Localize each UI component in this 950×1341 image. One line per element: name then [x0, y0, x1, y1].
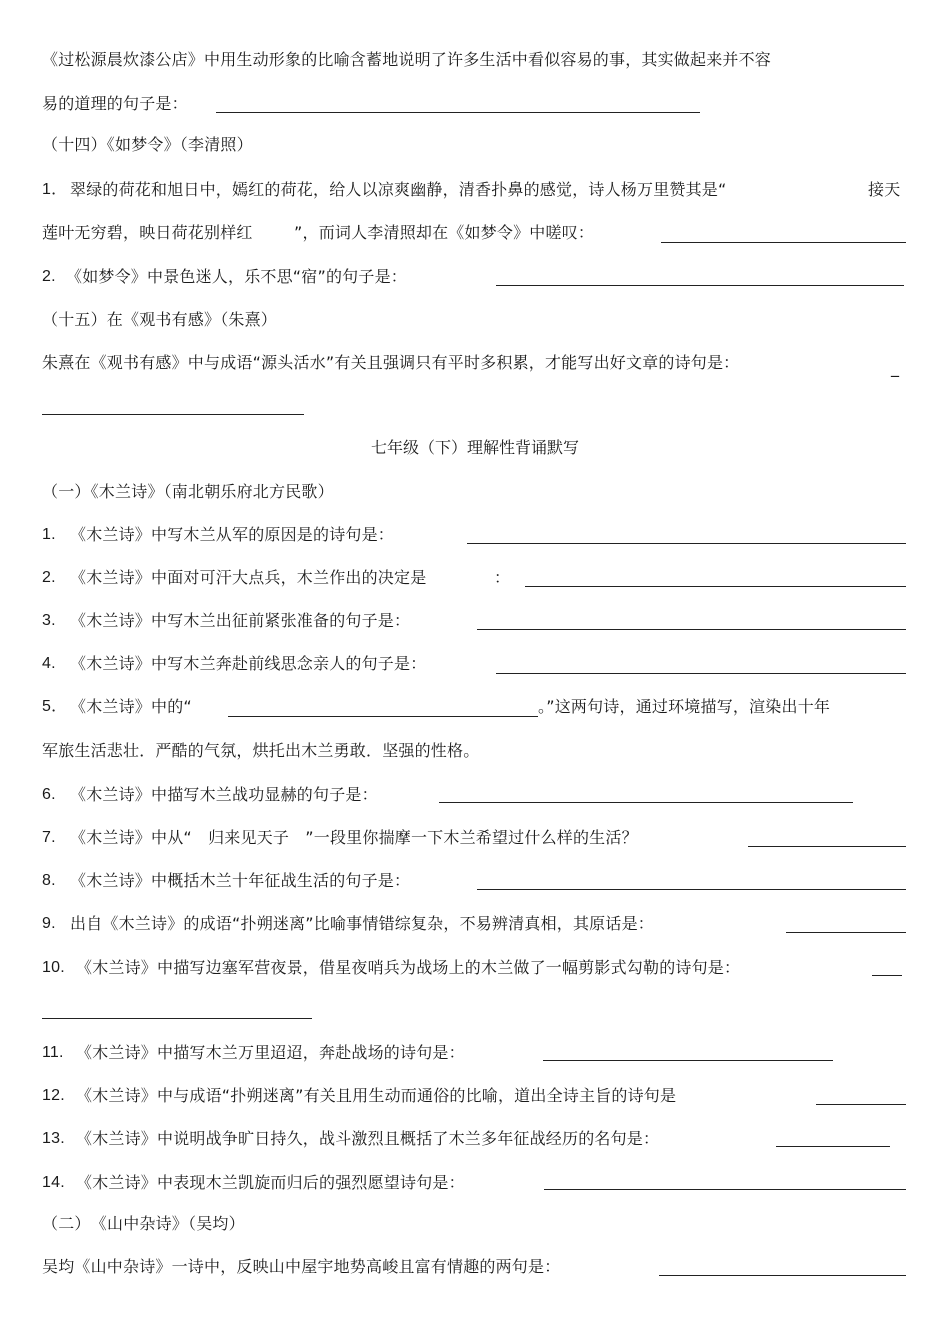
- question-text: 《木兰诗》中写木兰出征前紧张准备的句子是：: [70, 611, 411, 630]
- answer-blank-14-1[interactable]: [661, 242, 906, 243]
- question-text: 《木兰诗》中表现木兰凯旋而归后的强烈愿望诗句是：: [76, 1173, 465, 1192]
- intro-line-1: 《过松源晨炊漆公店》中用生动形象的比喻含蓄地说明了许多生活中看似容易的事，其实做起来并不容: [42, 50, 772, 69]
- section-mulan-heading: （一）《木兰诗》（南北朝乐府北方民歌）: [42, 482, 334, 501]
- answer-blank[interactable]: [872, 975, 902, 976]
- answer-blank[interactable]: [544, 1189, 906, 1190]
- answer-blank[interactable]: [525, 586, 906, 587]
- answer-blank[interactable]: [496, 673, 906, 674]
- section-14-heading: （十四）《如梦令》（李清照）: [42, 135, 253, 154]
- question-number: 8.: [42, 872, 56, 889]
- question-text: 《木兰诗》中描写木兰万里迢迢，奔赴战场的诗句是：: [76, 1043, 465, 1062]
- answer-blank-intro[interactable]: [216, 112, 700, 113]
- question-text: 《木兰诗》中描写木兰战功显赫的句子是：: [70, 785, 378, 804]
- question-text: 《木兰诗》中描写边塞军营夜景，借星夜哨兵为战场上的木兰做了一幅剪影式勾勒的诗句是：: [76, 958, 741, 977]
- section-15-heading: （十五）在《观书有感》（朱熹）: [42, 310, 278, 329]
- question-number: 2.: [42, 569, 56, 586]
- question-number: 1.: [42, 526, 56, 543]
- question-text: 《木兰诗》中面对可汗大点兵，木兰作出的决定是: [70, 568, 427, 587]
- question-number: 9.: [42, 915, 56, 932]
- answer-blank[interactable]: [776, 1146, 890, 1147]
- question-14-1-line-1: 翠绿的荷花和旭日中，嫣红的荷花，给人以凉爽幽静，清香扑鼻的感觉，诗人杨万里赞其是“: [70, 180, 727, 199]
- question-14-1-line-2-end: ”，而词人李清照却在《如梦令》中嗟叹：: [294, 223, 595, 242]
- question-shanzhong: 吴均《山中杂诗》一诗中，反映山中屋宇地势高峻且富有情趣的两句是：: [42, 1257, 561, 1276]
- question-15: 朱熹在《观书有感》中与成语“源头活水”有关且强调只有平时多积累，才能写出好文章的诗句是：: [42, 353, 740, 372]
- answer-blank[interactable]: [786, 932, 906, 933]
- question-14-1-line-1-end: 接天: [868, 180, 901, 199]
- question-text: 《木兰诗》中说明战争旷日持久，战斗激烈且概括了木兰多年征战经历的名句是：: [76, 1129, 660, 1148]
- answer-blank[interactable]: [228, 716, 538, 717]
- answer-blank[interactable]: [477, 629, 906, 630]
- answer-blank-14-2[interactable]: [496, 285, 904, 286]
- question-text: 《木兰诗》中写木兰从军的原因是的诗句是：: [70, 525, 395, 544]
- intro-line-2: 易的道理的句子是：: [42, 94, 188, 113]
- question-number: 5．: [42, 698, 68, 715]
- answer-blank[interactable]: [748, 846, 906, 847]
- question-number: 12.: [42, 1087, 65, 1104]
- page-title: 七年级（下）理解性背诵默写: [370, 438, 579, 457]
- question-text-after: 。”这两句诗，通过环境描写，渲染出十年: [538, 697, 831, 716]
- question-number: 13.: [42, 1130, 65, 1147]
- question-text: 《木兰诗》中概括木兰十年征战生活的句子是：: [70, 871, 411, 890]
- question-text-line-2: 军旅生活悲壮．严酷的气氛，烘托出木兰勇敢．坚强的性格。: [42, 741, 480, 760]
- answer-blank[interactable]: [816, 1104, 906, 1105]
- question-number: 1．: [42, 181, 68, 198]
- question-text: 《木兰诗》中的“: [70, 697, 192, 716]
- question-text: 《木兰诗》中从“ 归来见天子 ”一段里你揣摩一下木兰希望过什么样的生活？: [70, 828, 638, 847]
- answer-blank-15[interactable]: [42, 414, 304, 415]
- question-number: 6.: [42, 786, 56, 803]
- question-text: 《木兰诗》中写木兰奔赴前线思念亲人的句子是：: [70, 654, 427, 673]
- question-number: 7.: [42, 829, 56, 846]
- question-14-1-line-2: 莲叶无穷碧，映日荷花别样红: [42, 223, 253, 242]
- answer-blank[interactable]: [477, 889, 906, 890]
- question-colon: ：: [494, 568, 511, 587]
- question-14-2: 《如梦令》中景色迷人，乐不思“宿”的句子是：: [66, 267, 407, 286]
- blank-mark: _: [891, 358, 900, 377]
- answer-blank-shanzhong[interactable]: [659, 1275, 906, 1276]
- question-number: 10.: [42, 959, 65, 976]
- answer-blank-continued[interactable]: [42, 1018, 312, 1019]
- answer-blank[interactable]: [467, 543, 906, 544]
- section-shanzhong-heading: （二） 《山中杂诗》（吴均）: [42, 1214, 245, 1233]
- question-number: 4.: [42, 655, 56, 672]
- answer-blank[interactable]: [439, 802, 853, 803]
- question-text: 出自《木兰诗》的成语“扑朔迷离”比喻事情错综复杂，不易辨清真相，其原话是：: [70, 914, 654, 933]
- question-number: 2.: [42, 268, 56, 285]
- answer-blank[interactable]: [543, 1060, 833, 1061]
- question-number: 3.: [42, 612, 56, 629]
- question-text: 《木兰诗》中与成语“扑朔迷离”有关且用生动而通俗的比喻，道出全诗主旨的诗句是: [76, 1086, 677, 1105]
- question-number: 14.: [42, 1174, 65, 1191]
- question-number: 11.: [42, 1044, 64, 1061]
